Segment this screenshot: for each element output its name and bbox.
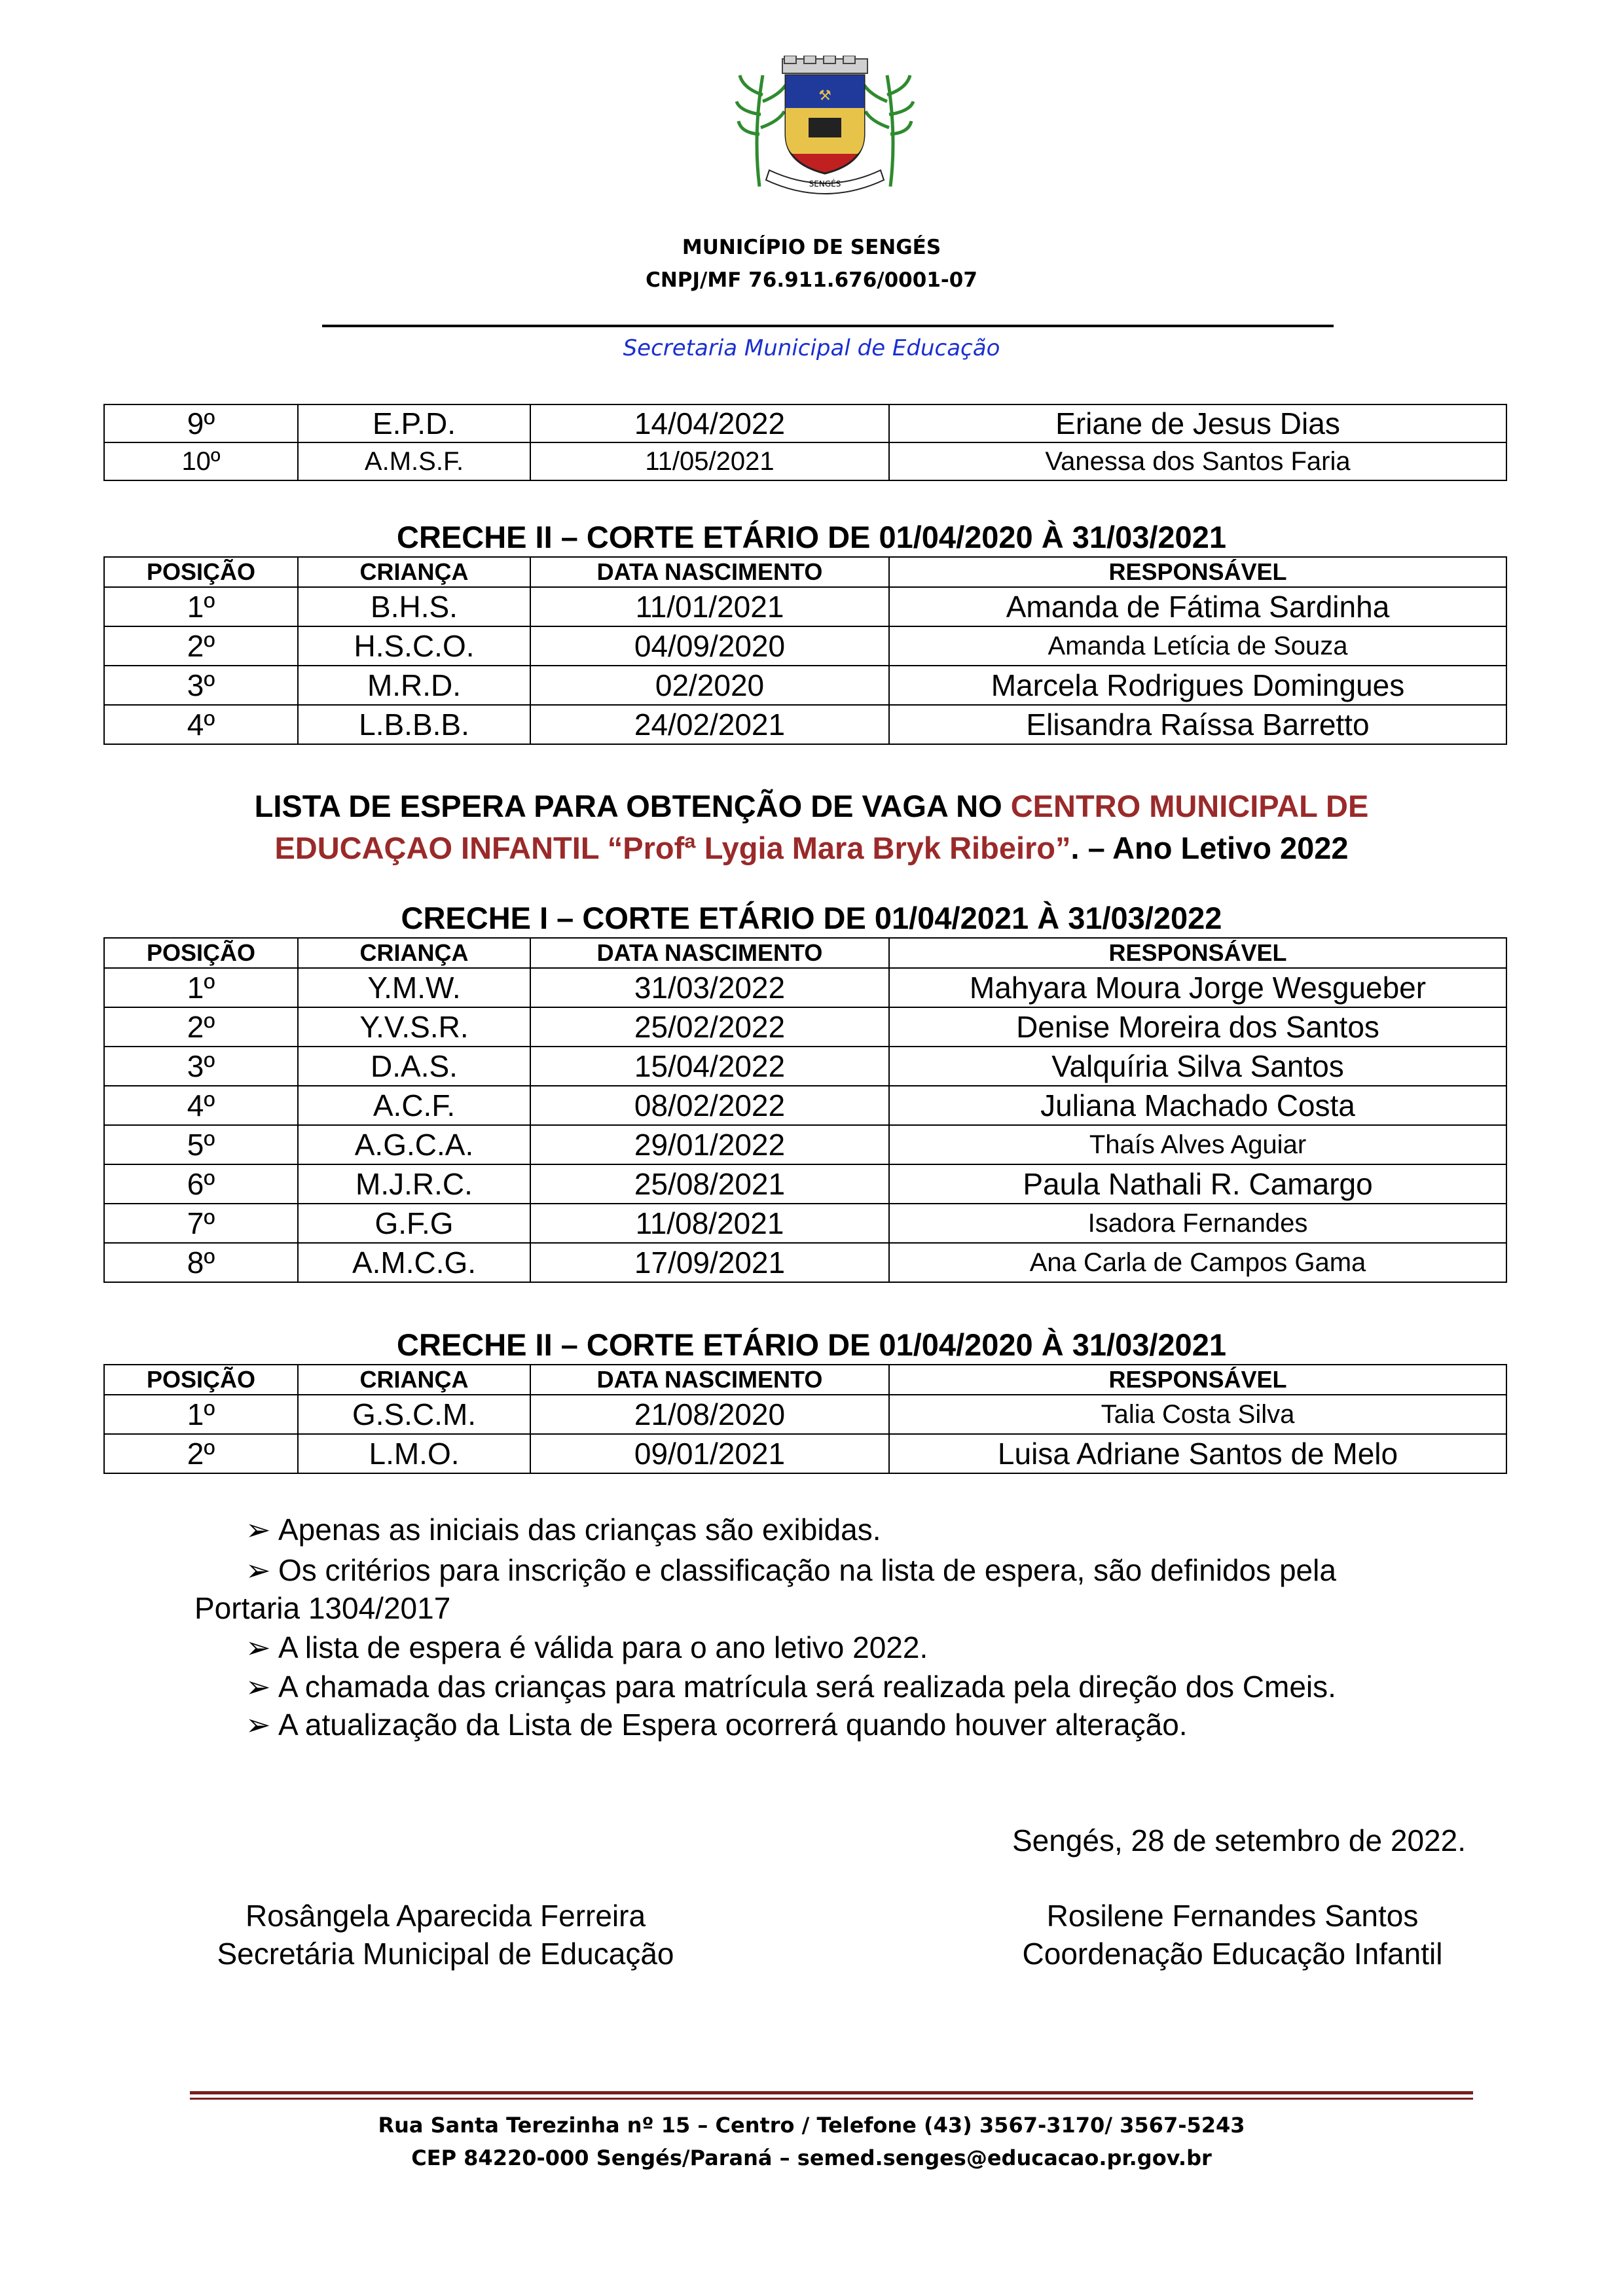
- col-header-child: CRIANÇA: [298, 1365, 530, 1395]
- cell-position: 10º: [104, 442, 298, 480]
- cell-child: B.H.S.: [298, 587, 530, 626]
- cell-guardian: Thaís Alves Aguiar: [889, 1125, 1506, 1164]
- cell-birthdate: 11/08/2021: [530, 1204, 889, 1243]
- col-header-child: CRIANÇA: [298, 938, 530, 968]
- cell-position: 1º: [104, 968, 298, 1007]
- col-header-guardian: RESPONSÁVEL: [889, 1365, 1506, 1395]
- cell-guardian: Talia Costa Silva: [889, 1395, 1506, 1434]
- table-row: [104, 442, 1506, 480]
- table-row: [104, 705, 1506, 744]
- cell-position: 5º: [104, 1125, 298, 1164]
- waitlist-heading: [0, 785, 1623, 869]
- table-row: [104, 968, 1506, 1007]
- cell-birthdate: 21/08/2020: [530, 1395, 889, 1434]
- cell-guardian: Juliana Machado Costa: [889, 1086, 1506, 1125]
- cell-position: 3º: [104, 1047, 298, 1086]
- table-row: [104, 404, 1506, 442]
- footer-divider: [190, 2098, 1473, 2100]
- col-header-position: POSIÇÃO: [104, 557, 298, 587]
- cell-guardian: Elisandra Raíssa Barretto: [889, 705, 1506, 744]
- cell-child: M.J.R.C.: [298, 1164, 530, 1204]
- note-item: [246, 1512, 881, 1547]
- cell-guardian: Luisa Adriane Santos de Melo: [889, 1434, 1506, 1473]
- note-item: [246, 1630, 928, 1665]
- signatory-left-role: Secretária Municipal de Educação: [217, 1937, 674, 1971]
- arrow-bullet-icon: ➢: [246, 1553, 271, 1587]
- signatory-left-name: Rosângela Aparecida Ferreira: [245, 1899, 646, 1933]
- cell-child: D.A.S.: [298, 1047, 530, 1086]
- col-header-birthdate: DATA NASCIMENTO: [530, 1365, 889, 1395]
- cell-guardian: Amanda Letícia de Souza: [889, 626, 1506, 666]
- signatory-right-role: Coordenação Educação Infantil: [1022, 1937, 1443, 1971]
- cell-position: 4º: [104, 1086, 298, 1125]
- cell-birthdate: 15/04/2022: [530, 1047, 889, 1086]
- note-continuation: Portaria 1304/2017: [194, 1591, 451, 1625]
- table-row: [104, 1164, 1506, 1204]
- cell-birthdate: 25/02/2022: [530, 1007, 889, 1047]
- cell-birthdate: 24/02/2021: [530, 705, 889, 744]
- waitlist-table-creche-ii-1: [103, 556, 1507, 745]
- waitlist-table-creche-ii-2: [103, 1364, 1507, 1474]
- cell-child: A.C.F.: [298, 1086, 530, 1125]
- place-date: Sengés, 28 de setembro de 2022.: [1012, 1823, 1466, 1857]
- cell-birthdate: 31/03/2022: [530, 968, 889, 1007]
- municipal-crest-logo: [733, 56, 917, 196]
- cell-position: 4º: [104, 705, 298, 744]
- col-header-birthdate: DATA NASCIMENTO: [530, 938, 889, 968]
- note-text: A chamada das crianças para matrícula será realizada pela direção dos Cmeis.: [278, 1670, 1336, 1704]
- cell-birthdate: 14/04/2022: [530, 404, 889, 442]
- cell-guardian: Marcela Rodrigues Domingues: [889, 666, 1506, 705]
- note-item: [246, 1552, 1336, 1588]
- waitlist-table-continuation: [103, 404, 1507, 481]
- header-divider: [322, 325, 1334, 327]
- cell-guardian: Amanda de Fátima Sardinha: [889, 587, 1506, 626]
- footer-divider: [190, 2091, 1473, 2094]
- waitlist-table-creche-i: [103, 937, 1507, 1283]
- table-row: [104, 1243, 1506, 1282]
- cell-position: 7º: [104, 1204, 298, 1243]
- table-row: [104, 1434, 1506, 1473]
- cell-child: A.M.S.F.: [298, 442, 530, 480]
- svg-text:⚒: ⚒: [818, 88, 831, 104]
- section-title-creche-ii-1: CRECHE II – CORTE ETÁRIO DE 01/04/2020 À 31/03/2021: [397, 520, 1226, 554]
- cnpj-number: CNPJ/MF 76.911.676/0001-07: [646, 268, 977, 292]
- cell-guardian: Ana Carla de Campos Gama: [889, 1243, 1506, 1282]
- cell-child: A.G.C.A.: [298, 1125, 530, 1164]
- cell-guardian: Eriane de Jesus Dias: [889, 404, 1506, 442]
- col-header-birthdate: DATA NASCIMENTO: [530, 557, 889, 587]
- cell-guardian: Isadora Fernandes: [889, 1204, 1506, 1243]
- cell-position: 9º: [104, 404, 298, 442]
- footer-address: Rua Santa Terezinha nº 15 – Centro / Telefone (43) 3567-3170/ 3567-5243: [378, 2113, 1245, 2138]
- cell-birthdate: 17/09/2021: [530, 1243, 889, 1282]
- cell-guardian: Vanessa dos Santos Faria: [889, 442, 1506, 480]
- col-header-position: POSIÇÃO: [104, 938, 298, 968]
- table-header-row: [104, 1365, 1506, 1395]
- col-header-position: POSIÇÃO: [104, 1365, 298, 1395]
- cell-guardian: Denise Moreira dos Santos: [889, 1007, 1506, 1047]
- cell-child: L.M.O.: [298, 1434, 530, 1473]
- waitlist-heading-text: LISTA DE ESPERA PARA OBTENÇÃO DE VAGA NO: [254, 789, 1011, 823]
- signatory-right-name: Rosilene Fernandes Santos: [1046, 1899, 1419, 1933]
- table-row: [104, 1047, 1506, 1086]
- cell-child: L.B.B.B.: [298, 705, 530, 744]
- municipality-name: MUNICÍPIO DE SENGÉS: [682, 236, 941, 259]
- cell-position: 8º: [104, 1243, 298, 1282]
- cell-child: M.R.D.: [298, 666, 530, 705]
- section-title-creche-ii-2: CRECHE II – CORTE ETÁRIO DE 01/04/2020 À 31/03/2021: [397, 1327, 1226, 1362]
- cell-position: 6º: [104, 1164, 298, 1204]
- cell-position: 2º: [104, 1007, 298, 1047]
- col-header-guardian: RESPONSÁVEL: [889, 557, 1506, 587]
- cell-child: G.S.C.M.: [298, 1395, 530, 1434]
- cell-position: 1º: [104, 587, 298, 626]
- cell-position: 2º: [104, 626, 298, 666]
- svg-text:SENGÉS: SENGÉS: [809, 179, 841, 188]
- cell-birthdate: 11/05/2021: [530, 442, 889, 480]
- arrow-bullet-icon: ➢: [246, 1630, 271, 1664]
- note-text: Apenas as iniciais das crianças são exibidas.: [278, 1513, 881, 1547]
- cell-child: Y.M.W.: [298, 968, 530, 1007]
- cmei-name-part2: EDUCAÇAO INFANTIL “Profª Lygia Mara Bryk Ribeiro”: [274, 831, 1071, 865]
- cell-position: 2º: [104, 1434, 298, 1473]
- table-row: [104, 666, 1506, 705]
- cell-guardian: Mahyara Moura Jorge Wesgueber: [889, 968, 1506, 1007]
- cell-child: E.P.D.: [298, 404, 530, 442]
- arrow-bullet-icon: ➢: [246, 1708, 271, 1742]
- cmei-name-part1: CENTRO MUNICIPAL DE: [1010, 789, 1369, 823]
- cell-child: Y.V.S.R.: [298, 1007, 530, 1047]
- section-title-creche-i: CRECHE I – CORTE ETÁRIO DE 01/04/2021 À 31/03/2022: [401, 901, 1222, 935]
- cell-birthdate: 09/01/2021: [530, 1434, 889, 1473]
- table-row: [104, 1395, 1506, 1434]
- arrow-bullet-icon: ➢: [246, 1513, 271, 1547]
- table-row: [104, 1086, 1506, 1125]
- table-row: [104, 1125, 1506, 1164]
- table-header-row: [104, 557, 1506, 587]
- cell-guardian: Paula Nathali R. Camargo: [889, 1164, 1506, 1204]
- cell-position: 3º: [104, 666, 298, 705]
- col-header-child: CRIANÇA: [298, 557, 530, 587]
- note-text: A atualização da Lista de Espera ocorrerá quando houver alteração.: [278, 1708, 1188, 1742]
- table-header-row: [104, 938, 1506, 968]
- school-year-text: . – Ano Letivo 2022: [1070, 831, 1349, 865]
- footer-contact: CEP 84220-000 Sengés/Paraná – semed.senges@educacao.pr.gov.br: [411, 2145, 1212, 2170]
- col-header-guardian: RESPONSÁVEL: [889, 938, 1506, 968]
- cell-birthdate: 08/02/2022: [530, 1086, 889, 1125]
- cell-position: 1º: [104, 1395, 298, 1434]
- cell-guardian: Valquíria Silva Santos: [889, 1047, 1506, 1086]
- cell-birthdate: 02/2020: [530, 666, 889, 705]
- table-row: [104, 1007, 1506, 1047]
- note-text: A lista de espera é válida para o ano letivo 2022.: [278, 1630, 928, 1664]
- arrow-bullet-icon: ➢: [246, 1670, 271, 1704]
- cell-birthdate: 25/08/2021: [530, 1164, 889, 1204]
- cell-child: A.M.C.G.: [298, 1243, 530, 1282]
- cell-child: G.F.G: [298, 1204, 530, 1243]
- cell-birthdate: 29/01/2022: [530, 1125, 889, 1164]
- table-row: [104, 1204, 1506, 1243]
- note-text: Os critérios para inscrição e classificação na lista de espera, são definidos pela: [278, 1553, 1336, 1587]
- note-item: [246, 1669, 1336, 1704]
- cell-birthdate: 11/01/2021: [530, 587, 889, 626]
- secretaria-title: Secretaria Municipal de Educação: [623, 335, 1000, 361]
- table-row: [104, 587, 1506, 626]
- note-item: [246, 1707, 1188, 1742]
- cell-birthdate: 04/09/2020: [530, 626, 889, 666]
- cell-child: H.S.C.O.: [298, 626, 530, 666]
- table-row: [104, 626, 1506, 666]
